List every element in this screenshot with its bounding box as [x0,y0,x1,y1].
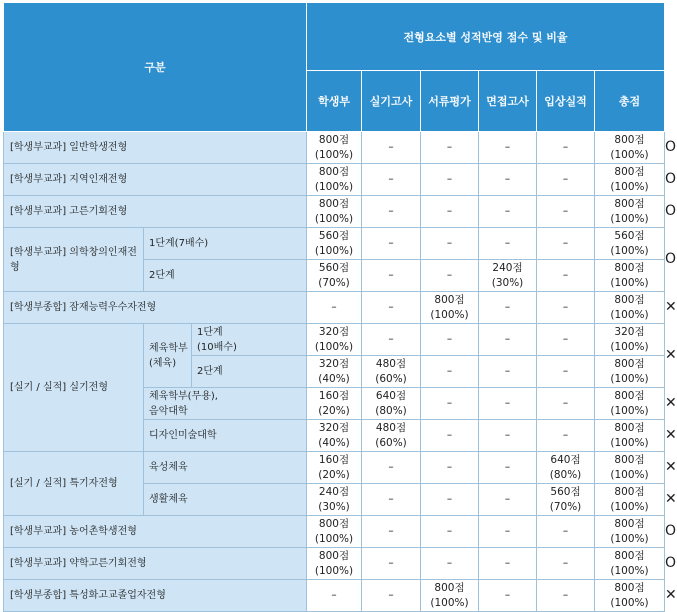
score-cell: 800점 (100%) [421,292,479,324]
category-cell: [학생부교과] 농어촌학생전형 [4,516,307,548]
table-row: [학생부종합] 잠재능력우수자전형 – – 800점 (100%) – – 800점 (100%) ✕ [4,292,665,324]
empty-cell: – [421,388,479,420]
score-cell: 800점 (100%) [307,196,362,228]
table-row: 디자인미술대학 320점 (40%) 480점 (60%) – – – 800점 (100%) ✕ [4,420,665,452]
empty-cell: – [362,516,421,548]
empty-cell: – [421,164,479,196]
category-cell: [실기 / 실적] 실기전형 [4,324,144,452]
table-row: [학생부종합] 특성화고교졸업자전형 – – 800점 (100%) – – 800점 (100%) ✕ [4,580,665,612]
score-cell: 160점 (20%) [307,452,362,484]
empty-cell: – [479,292,537,324]
subcategory-cell: 1단계(7배수) [144,228,307,260]
header-group: 전형요소별 성적반영 점수 및 비율 [307,3,665,71]
empty-cell: – [362,260,421,292]
score-cell: 160점 (20%) [307,388,362,420]
category-cell: [학생부교과] 고른기회전형 [4,196,307,228]
score-cell: 560점 (70%) [537,484,595,516]
empty-cell: – [421,516,479,548]
empty-cell: – [362,132,421,164]
empty-cell: – [479,548,537,580]
empty-cell: – [537,260,595,292]
empty-cell: – [307,580,362,612]
empty-cell: – [537,580,595,612]
empty-cell: – [362,324,421,356]
empty-cell: – [421,452,479,484]
empty-cell: – [537,324,595,356]
score-cell: 800점 (100%) [595,580,665,612]
score-cell: 800점 (100%) [307,132,362,164]
empty-cell: – [537,548,595,580]
score-cell: 800점 (100%) [595,164,665,196]
header-col-record: 학생부 [307,71,362,132]
empty-cell: – [421,228,479,260]
score-cell: 800점 (100%) [307,516,362,548]
empty-cell: – [479,196,537,228]
admission-score-table: 구분 전형요소별 성적반영 점수 및 비율 수능최저 학력기준 학생부 실기고사 서류평가 면접고사 입상실적 총점 [학생부교과] 일반학생전형 800점 (100%) – – – – 800점 (100%) O [학생부교과] 지역인재전형 800점 (100%) – – – – 800점 (100%) O [학생부교과] 고른기회전형 800점 (100%) – – – – 800점 (100%) O [학생부교과] 의학창의인재전형 1단계(7배수) 560점 (100%) – – – – 560점 (100%) O 2단계 560점 (70%) – – 240점 (30%) – 800점 (100%) [학생부종합] 잠재능력우수자전형 – – 800점 (100%) – – 800점 (100%) ✕ [실기 / 실적] 실기전형 체육학부 (체육) 1단계 (10배수) 320점 (100%) – – – – 320점 (100%) ✕ 2단계 320점 (40%) 480점 (60%) – – – 800점 (100%) 체육학부(무용), 음악대학 160점 (20%) 640점 (80%) – – – 800점 (100%) ✕ 디자인미술대학 320점 (40%) 480점 (60%) – – – 800점 (100%) ✕ [실기 / 실적] 특기자전형 육성체육 160점 (20%) – – – 640점 (80%) 800점 (100%) ✕ 생활체육 240점 (30%) – – – 560점 (70%) 800점 (100%) ✕ [학생부교과] 농어촌학생전형 800점 (100%) – – – – 800점 (100%) O [학생부교과] 약학고른기회전형 800점 (100%) – – – – 800점 (100%) O [학생부종합] 특성화고교졸업자전형 – – 800점 (100%) – – 800점 (100%) ✕ [3,2,665,612]
score-cell: 800점 (100%) [595,484,665,516]
empty-cell: – [537,196,595,228]
score-cell: 560점 (100%) [307,228,362,260]
subcategory-cell: 육성체육 [144,452,307,484]
score-cell: 800점 (100%) [595,292,665,324]
category-cell: [학생부교과] 지역인재전형 [4,164,307,196]
score-cell: 640점 (80%) [362,388,421,420]
empty-cell: – [537,292,595,324]
score-cell: 800점 (100%) [595,516,665,548]
empty-cell: – [479,516,537,548]
subcategory-cell: 체육학부(무용), 음악대학 [144,388,307,420]
header-col-document: 서류평가 [421,71,479,132]
category-cell: [실기 / 실적] 특기자전형 [4,452,144,516]
score-cell: 320점 (100%) [595,324,665,356]
score-cell: 640점 (80%) [537,452,595,484]
score-cell: 320점 (40%) [307,356,362,388]
header-col-total: 총점 [595,71,665,132]
table-row: [학생부교과] 지역인재전형 800점 (100%) – – – – 800점 (100%) O [4,164,665,196]
stage-cell: 1단계 (10배수) [192,324,307,356]
category-cell: [학생부종합] 특성화고교졸업자전형 [4,580,307,612]
empty-cell: – [362,228,421,260]
empty-cell: – [307,292,362,324]
score-cell: 800점 (100%) [595,356,665,388]
empty-cell: – [537,164,595,196]
empty-cell: – [479,388,537,420]
empty-cell: – [537,388,595,420]
score-cell: 800점 (100%) [595,548,665,580]
score-cell: 800점 (100%) [307,164,362,196]
empty-cell: – [479,324,537,356]
empty-cell: – [479,228,537,260]
empty-cell: – [362,548,421,580]
table-row: [학생부교과] 고른기회전형 800점 (100%) – – – – 800점 (100%) O [4,196,665,228]
empty-cell: – [421,132,479,164]
table-row: [학생부교과] 의학창의인재전형 1단계(7배수) 560점 (100%) – – – – 560점 (100%) O [4,228,665,260]
score-cell: 320점 (40%) [307,420,362,452]
table-row: [실기 / 실적] 특기자전형 육성체육 160점 (20%) – – – 640점 (80%) 800점 (100%) ✕ [4,452,665,484]
score-cell: 320점 (100%) [307,324,362,356]
empty-cell: – [362,580,421,612]
category-cell: [학생부교과] 일반학생전형 [4,132,307,164]
empty-cell: – [362,452,421,484]
header-col-practical: 실기고사 [362,71,421,132]
score-cell: 800점 (100%) [595,388,665,420]
empty-cell: – [362,484,421,516]
empty-cell: – [421,484,479,516]
stage-cell: 2단계 [192,356,307,388]
subcategory-cell: 2단계 [144,260,307,292]
empty-cell: – [362,164,421,196]
score-cell: 480점 (60%) [362,356,421,388]
category-cell: [학생부교과] 의학창의인재전형 [4,228,144,292]
empty-cell: – [421,324,479,356]
empty-cell: – [537,356,595,388]
table-row: 체육학부(무용), 음악대학 160점 (20%) 640점 (80%) – – – 800점 (100%) ✕ [4,388,665,420]
empty-cell: – [479,484,537,516]
empty-cell: – [421,196,479,228]
header-col-interview: 면접고사 [479,71,537,132]
table-row: [학생부교과] 약학고른기회전형 800점 (100%) – – – – 800점 (100%) O [4,548,665,580]
table-row: 생활체육 240점 (30%) – – – 560점 (70%) 800점 (100%) ✕ [4,484,665,516]
empty-cell: – [537,516,595,548]
category-cell: [학생부종합] 잠재능력우수자전형 [4,292,307,324]
empty-cell: – [479,452,537,484]
empty-cell: – [421,356,479,388]
score-cell: 560점 (100%) [595,228,665,260]
score-cell: 800점 (100%) [595,420,665,452]
score-cell: 800점 (100%) [595,260,665,292]
table-row: [학생부교과] 농어촌학생전형 800점 (100%) – – – – 800점 (100%) O [4,516,665,548]
empty-cell: – [362,196,421,228]
score-cell: 800점 (100%) [421,580,479,612]
empty-cell: – [537,132,595,164]
empty-cell: – [537,420,595,452]
table-row: [실기 / 실적] 실기전형 체육학부 (체육) 1단계 (10배수) 320점 (100%) – – – – 320점 (100%) ✕ [4,324,665,356]
score-cell: 480점 (60%) [362,420,421,452]
header-col-award: 입상실적 [537,71,595,132]
subcategory-cell: 체육학부 (체육) [144,324,192,388]
empty-cell: – [421,260,479,292]
score-cell: 240점 (30%) [307,484,362,516]
empty-cell: – [421,420,479,452]
score-cell: 800점 (100%) [595,132,665,164]
table-row: [학생부교과] 일반학생전형 800점 (100%) – – – – 800점 (100%) O [4,132,665,164]
header-category: 구분 [4,3,307,132]
score-cell: 800점 (100%) [307,548,362,580]
score-cell: 800점 (100%) [595,196,665,228]
empty-cell: – [421,548,479,580]
subcategory-cell: 디자인미술대학 [144,420,307,452]
empty-cell: – [479,580,537,612]
empty-cell: – [537,228,595,260]
empty-cell: – [362,292,421,324]
score-cell: 240점 (30%) [479,260,537,292]
score-cell: 560점 (70%) [307,260,362,292]
category-cell: [학생부교과] 약학고른기회전형 [4,548,307,580]
empty-cell: – [479,356,537,388]
empty-cell: – [479,132,537,164]
subcategory-cell: 생활체육 [144,484,307,516]
empty-cell: – [479,420,537,452]
score-cell: 800점 (100%) [595,452,665,484]
empty-cell: – [479,164,537,196]
